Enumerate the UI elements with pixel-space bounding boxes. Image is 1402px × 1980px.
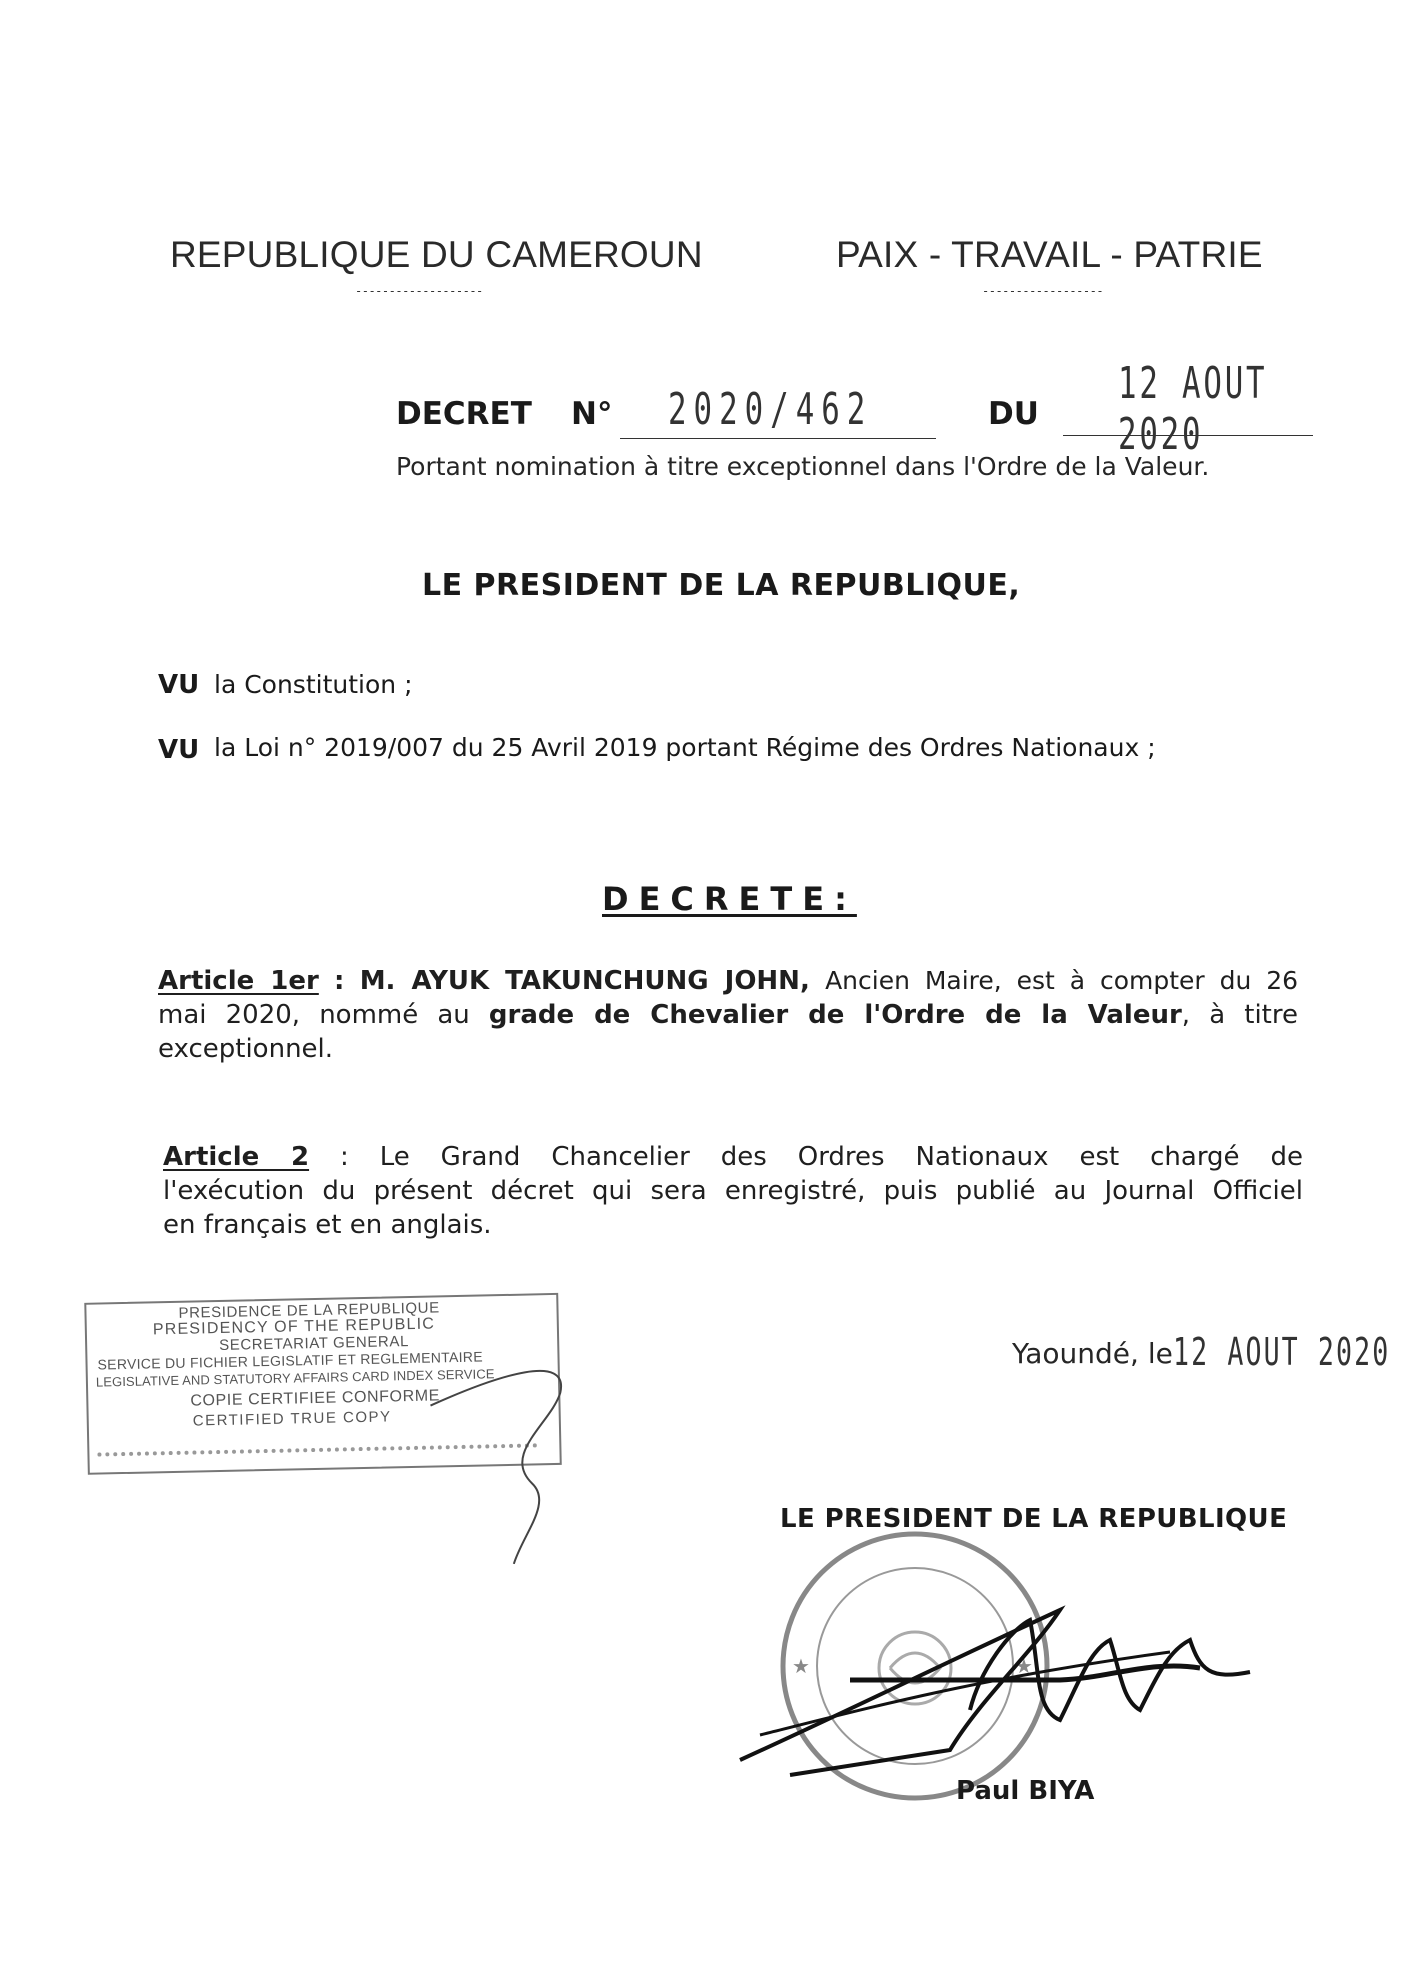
vu-constitution-label: VU — [158, 670, 200, 700]
article-2-sep: : — [340, 1142, 349, 1172]
decree-number-label: N° — [571, 396, 613, 432]
decree-date-label: DU — [988, 396, 1039, 432]
article-2-line-1-text: Le Grand Chancelier des Ordres Nationaux est chargé de — [379, 1142, 1303, 1172]
article-1 — [158, 964, 1298, 1066]
vu-law-label: VU — [158, 735, 200, 765]
decree-date: 12 AOUT 2020 — [1118, 358, 1268, 460]
place-date — [1012, 1330, 1402, 1374]
decree-number-underline — [620, 438, 936, 439]
article-2-line-1 — [163, 1140, 1303, 1174]
article-1-person: M. AYUK TAKUNCHUNG JOHN, — [359, 966, 810, 996]
article-1-line-2 — [158, 998, 1298, 1032]
article-1-sep: : — [334, 966, 345, 996]
place-date-prefix: Yaoundé, le — [1012, 1337, 1173, 1370]
article-1-line-2-pre: mai 2020, nommé au — [158, 1000, 470, 1030]
stamp-line-2: PRESIDENCY OF THE REPUBLIC — [152, 1315, 436, 1339]
certification-stamp — [78, 1293, 551, 1473]
header-left-divider: ------------------- — [355, 284, 483, 298]
header-right-divider: ------------------ — [982, 284, 1104, 298]
stamp-line-3: SECRETARIAT GENERAL — [219, 1333, 410, 1354]
stamp-line-7: CERTIFIED TRUE COPY — [192, 1408, 392, 1430]
decrete-title: DECRETE: — [602, 880, 857, 918]
decree-label: DECRET — [396, 396, 532, 432]
decree-number: 2020/462 — [668, 384, 873, 435]
article-2-label: Article 2 — [163, 1142, 310, 1172]
stamp-line-6: COPIE CERTIFIEE CONFORME — [190, 1387, 441, 1410]
article-1-line-2-post: , à titre — [1181, 1000, 1298, 1030]
stamp-line-5: LEGISLATIVE AND STATUTORY AFFAIRS CARD INDEX SERVICE — [95, 1366, 495, 1390]
article-1-line-1-rest: Ancien Maire, est à compter du 26 — [825, 966, 1299, 995]
header-left-title: REPUBLIQUE DU CAMEROUN — [170, 234, 703, 275]
stamp-initial-scribble — [409, 1332, 613, 1536]
authority-heading: LE PRESIDENT DE LA REPUBLIQUE, — [422, 568, 1021, 603]
signatory-name: Paul BIYA — [956, 1776, 1095, 1806]
header-right-title: PAIX - TRAVAIL - PATRIE — [836, 234, 1263, 275]
stamp-line-1: PRESIDENCE DE LA REPUBLIQUE — [178, 1299, 440, 1322]
article-2 — [163, 1140, 1303, 1242]
place-date-value: 12 AOUT 2020 — [1172, 1330, 1391, 1374]
stamp-line-4: SERVICE DU FICHIER LEGISLATIF ET REGLEMENTAIRE — [97, 1348, 484, 1373]
vu-law-text: la Loi n° 2019/007 du 25 Avril 2019 portant Régime des Ordres Nationaux ; — [214, 733, 1156, 762]
decree-subject: Portant nomination à titre exceptionnel dans l'Ordre de la Valeur. — [396, 452, 1210, 481]
signature-title: LE PRESIDENT DE LA REPUBLIQUE — [780, 1504, 1288, 1534]
article-1-grade: grade de Chevalier de l'Ordre de la Valeur — [488, 1000, 1182, 1030]
seal-star: ★ — [792, 1654, 810, 1678]
article-1-line-3: exceptionnel. — [158, 1034, 334, 1064]
seal-star: ★ — [1015, 1654, 1033, 1678]
article-1-label: Article 1er — [158, 966, 319, 996]
vu-constitution-text: la Constitution ; — [214, 670, 413, 699]
article-2-line-2: l'exécution du présent décret qui sera enregistré, puis publié au Journal Officiel — [163, 1176, 1303, 1206]
article-1-line-1 — [158, 964, 1298, 998]
article-2-line-3: en français et en anglais. — [163, 1210, 492, 1240]
